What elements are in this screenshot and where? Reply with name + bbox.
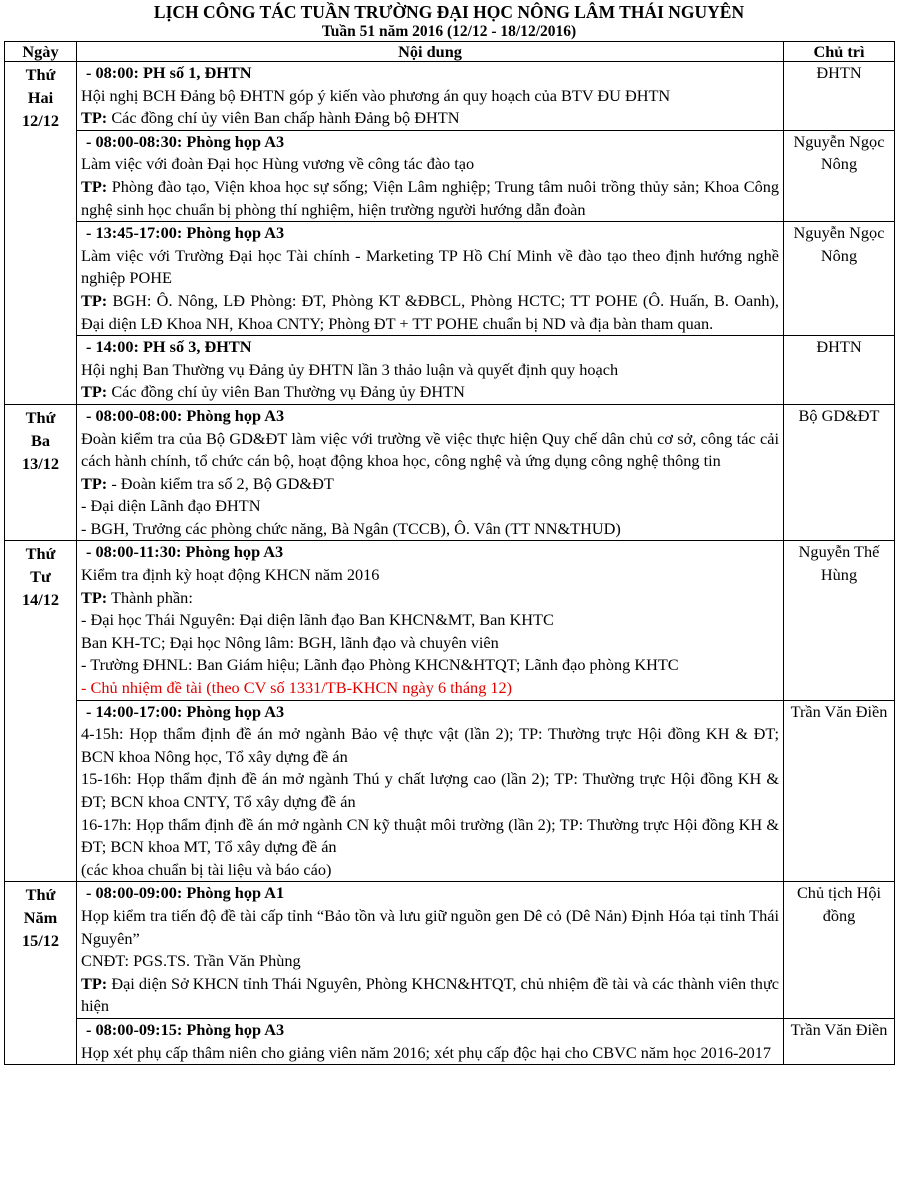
day-date: 15/12 [21, 931, 60, 951]
participants-label: TP: [81, 290, 108, 310]
event-line: Kiểm tra định kỳ hoạt động KHCN năm 2016 [81, 565, 380, 585]
event-time-place: - 13:45-17:00: Phòng họp A3 [86, 223, 285, 243]
event-content [77, 882, 784, 1019]
event-line: 15-16h: Họp thẩm định đề án mở ngành Thú y chất lượng cao (lần 2); TP: Thường trực Hội đồng KH & ĐT; BCN khoa CNTY, Tổ xây dựng đề án [81, 769, 779, 811]
event-content [77, 404, 784, 541]
event-time-place: - 14:00: PH số 3, ĐHTN [86, 337, 252, 357]
event-line: Đoàn kiểm tra của Bộ GD&ĐT làm việc với trường về việc thực hiện Quy chế dân chủ cơ sở, công tác cải cách hành chính, tổ chức cán bộ, hoạt động khoa học, công nghệ và ứng dụng công nghệ thông tin [81, 428, 779, 471]
participants-label: TP: [81, 587, 108, 607]
day-cell [5, 541, 77, 882]
event-time-place: - 08:00-09:00: Phòng họp A1 [86, 883, 285, 903]
day-name: Thứ [25, 65, 56, 84]
schedule-body [5, 62, 895, 1065]
participants-text: Các đồng chí ủy viên Ban Thường vụ Đảng ủy ĐHTN [111, 382, 465, 402]
table-row [5, 882, 895, 1019]
table-row [5, 541, 895, 700]
participants-text: Đại diện Sở KHCN tỉnh Thái Nguyên, Phòng KHCN&HTQT, chủ nhiệm đề tài và các thành viên thực hiện [81, 973, 779, 1016]
table-row [5, 130, 895, 221]
table-row [5, 336, 895, 405]
event-time-place: - 08:00-08:00: Phòng họp A3 [86, 405, 285, 425]
event-line: - Trường ĐHNL: Ban Giám hiệu; Lãnh đạo Phòng KHCN&HTQT; Lãnh đạo phòng KHTC [81, 655, 679, 675]
day-name2: Hai [27, 88, 54, 107]
event-highlight-line: - Chủ nhiệm đề tài (theo CV số 1331/TB-KHCN ngày 6 tháng 12) [81, 678, 513, 698]
event-content [77, 336, 784, 405]
page-subtitle: Tuần 51 năm 2016 (12/12 - 18/12/2016) [321, 23, 577, 40]
day-name: Thứ [25, 407, 56, 427]
participants-label: TP: [81, 973, 108, 993]
event-line: Làm việc với Trường Đại học Tài chính - Marketing TP Hồ Chí Minh về đào tạo theo định hướng nghề nghiệp POHE [81, 245, 779, 288]
event-time-place: - 08:00-08:30: Phòng họp A3 [86, 131, 285, 151]
event-line: - Đại học Thái Nguyên: Đại diện lãnh đạo Ban KHCN&MT, Ban KHTC [81, 610, 554, 630]
participants-label: TP: [81, 382, 108, 402]
day-name2: Tư [30, 567, 51, 587]
event-line: Họp kiểm tra tiến độ đề tài cấp tỉnh “Bảo tồn và lưu giữ nguồn gen Dê cỏ (Dê Nản) Định Hóa tại tỉnh Thái Nguyên” [81, 905, 779, 948]
event-line: Làm việc với đoàn Đại học Hùng vương về công tác đào tạo [81, 154, 475, 174]
host-cell: Chủ tịch Hội đồng [784, 882, 895, 1019]
day-date: 13/12 [21, 453, 60, 473]
event-line: Ban KH-TC; Đại học Nông lâm: BGH, lãnh đạo và chuyên viên [81, 632, 499, 652]
event-time-place: - 08:00: PH số 1, ĐHTN [86, 63, 252, 82]
participants-label: TP: [81, 108, 108, 128]
participants-label: TP: [81, 473, 108, 493]
day-date: 12/12 [21, 111, 60, 130]
header-content: Nội dung [77, 42, 784, 62]
header-day: Ngày [5, 42, 77, 62]
event-line: Họp xét phụ cấp thâm niên cho giảng viên năm 2016; xét phụ cấp độc hại cho CBVC năm học 2016-2017 [81, 1042, 771, 1062]
host-cell: Nguyễn Ngọc Nông [784, 130, 895, 221]
host-cell: Nguyễn Thế Hùng [784, 541, 895, 700]
host-cell: Trần Văn Điền [784, 1018, 895, 1064]
event-line: 16-17h: Họp thẩm định đề án mở ngành CN kỹ thuật môi trường (lần 2); TP: Thường trực Hội đồng KH & ĐT; BCN khoa MT, Tổ xây dựng đề án [81, 814, 779, 857]
table-row [5, 700, 895, 882]
event-content [77, 1018, 784, 1064]
event-participants [81, 381, 779, 404]
day-name2: Năm [23, 908, 58, 928]
event-content [77, 541, 784, 700]
event-line: CNĐT: PGS.TS. Trần Văn Phùng [81, 951, 301, 971]
day-name: Thứ [25, 885, 56, 905]
day-date: 14/12 [21, 590, 60, 610]
event-participants [81, 587, 779, 610]
event-content [77, 700, 784, 882]
host-cell: Bộ GD&ĐT [784, 404, 895, 541]
event-content [77, 62, 784, 131]
table-row [5, 62, 895, 131]
participants-text: Thành phần: [111, 587, 193, 607]
host-cell: Trần Văn Điền [784, 700, 895, 882]
participants-text: Các đồng chí ủy viên Ban chấp hành Đảng bộ ĐHTN [111, 108, 460, 128]
event-participants [81, 973, 779, 1018]
event-content [77, 130, 784, 221]
event-participants [81, 107, 779, 130]
schedule-table [4, 41, 895, 1065]
event-participants [81, 473, 779, 496]
day-name2: Ba [30, 430, 50, 450]
event-time-place: - 08:00-09:15: Phòng họp A3 [86, 1019, 285, 1039]
participants-text: Phòng đào tạo, Viện khoa học sự sống; Viện Lâm nghiệp; Trung tâm nuôi trồng thủy sản; Khoa Công nghệ sinh học chuẩn bị phòng thí nghiệm, hiện trường người hướng dẫn đoàn [81, 176, 779, 219]
host-cell: ĐHTN [784, 62, 895, 131]
event-line: - BGH, Trưởng các phòng chức năng, Bà Ngân (TCCB), Ô. Vân (TT NN&THUD) [81, 518, 621, 538]
participants-text: BGH: Ô. Nông, LĐ Phòng: ĐT, Phòng KT &ĐBCL, Phòng HCTC; TT POHE (Ô. Huấn, B. Oanh), Đại diện LĐ Khoa NH, Khoa CNTY; Phòng ĐT + TT POHE chuẩn bị ND và địa bàn tham quan. [81, 290, 779, 333]
table-row [5, 1018, 895, 1064]
event-time-place: - 14:00-17:00: Phòng họp A3 [86, 701, 285, 721]
participants-label: TP: [81, 176, 108, 196]
host-cell: ĐHTN [784, 336, 895, 405]
participants-text: - Đoàn kiểm tra số 2, Bộ GD&ĐT [111, 473, 334, 493]
event-line: (các khoa chuẩn bị tài liệu và báo cáo) [81, 859, 332, 879]
event-participants [81, 290, 779, 335]
event-time-place: - 08:00-11:30: Phòng họp A3 [86, 542, 284, 562]
day-name: Thứ [25, 544, 56, 564]
page-title: LỊCH CÔNG TÁC TUẦN TRƯỜNG ĐẠI HỌC NÔNG LÂM THÁI NGUYÊN [153, 2, 745, 22]
table-row [5, 404, 895, 541]
event-line: Hội nghị Ban Thường vụ Đảng ủy ĐHTN lần 3 thảo luận và quyết định quy hoạch [81, 359, 619, 379]
header-host: Chủ trì [784, 42, 895, 62]
event-line: - Đại diện Lãnh đạo ĐHTN [81, 496, 261, 516]
host-cell: Nguyễn Ngọc Nông [784, 222, 895, 336]
day-cell [5, 404, 77, 541]
table-header-row [5, 42, 895, 62]
table-row [5, 222, 895, 336]
event-content [77, 222, 784, 336]
event-line: Hội nghị BCH Đảng bộ ĐHTN góp ý kiến vào phương án quy hoạch của BTV ĐU ĐHTN [81, 85, 671, 105]
day-cell [5, 62, 77, 405]
event-participants [81, 176, 779, 221]
event-line: 4-15h: Họp thẩm định đề án mở ngành Bảo vệ thực vật (lần 2); TP: Thường trực Hội đồng KH & ĐT; BCN khoa Nông học, Tổ xây dựng đề án [81, 724, 779, 766]
day-cell [5, 882, 77, 1065]
